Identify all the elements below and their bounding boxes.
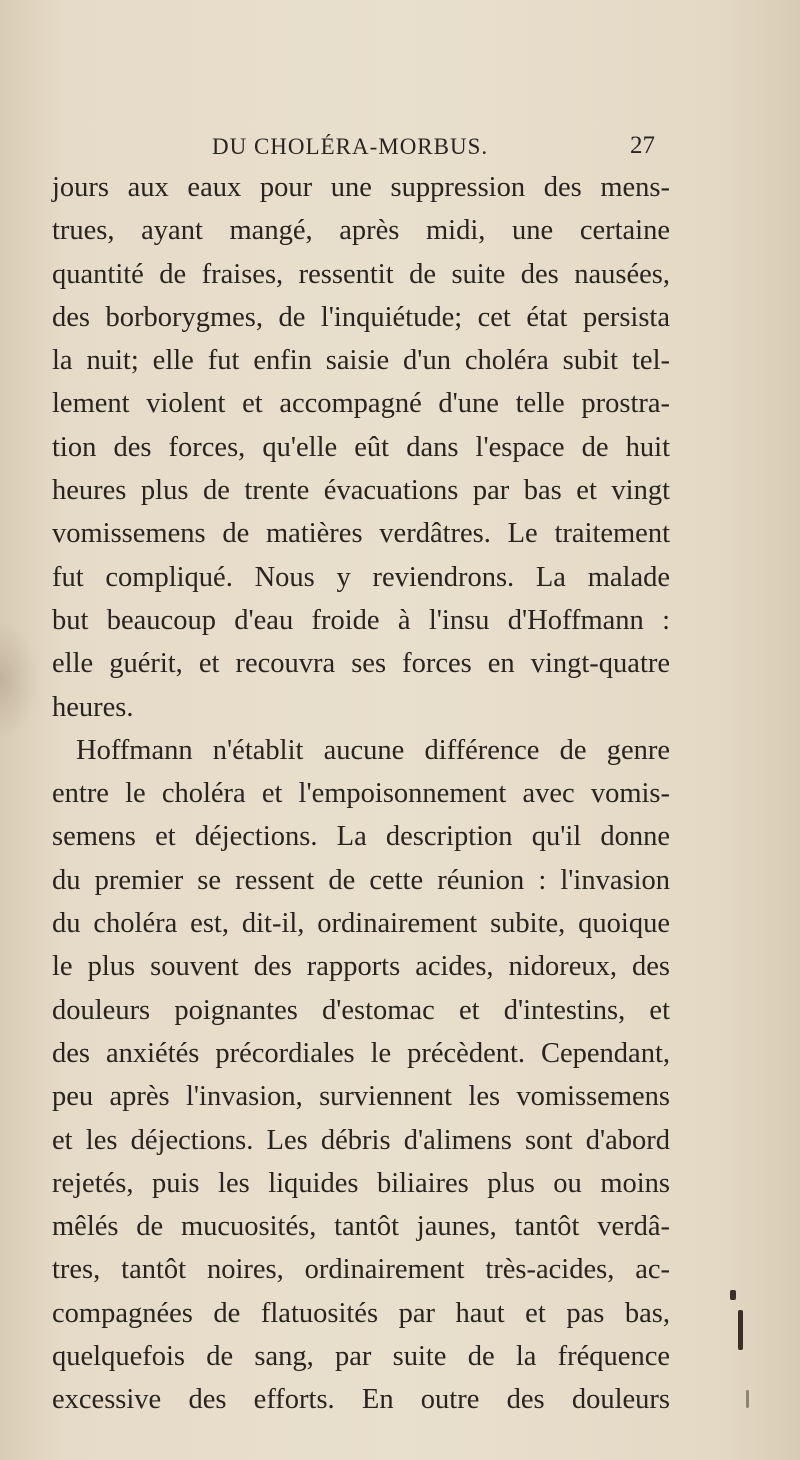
- page-header: [0, 132, 800, 168]
- text-line: heures plus de trente évacuations par bas et vingt: [52, 475, 670, 507]
- text-line: le plus souvent des rapports acides, nidoreux, des: [52, 951, 670, 983]
- text-line: la nuit; elle fut enfin saisie d'un choléra subit tel-: [52, 345, 670, 377]
- body-text: [52, 166, 670, 1422]
- text-line: heures.: [52, 691, 134, 723]
- paper-stain: [0, 620, 40, 740]
- text-line: des borborygmes, de l'inquiétude; cet état persista: [52, 301, 670, 333]
- text-line: but beaucoup d'eau froide à l'insu d'Hoffmann :: [52, 604, 670, 636]
- text-line: peu après l'invasion, surviennent les vomissemens: [52, 1081, 670, 1113]
- text-line: et les déjections. Les débris d'alimens sont d'abord: [52, 1124, 670, 1156]
- running-head: DU CHOLÉRA-MORBUS.: [212, 134, 489, 159]
- text-line: tion des forces, qu'elle eût dans l'espace de huit: [52, 431, 670, 463]
- margin-ink-marks: [720, 1290, 760, 1430]
- text-line: mêlés de mucuosités, tantôt jaunes, tantôt verdâ-: [52, 1211, 670, 1243]
- paragraph-start: Hoffmann n'établit aucune différence de genre: [76, 734, 670, 766]
- text-line: des anxiétés précordiales le précèdent. Cependant,: [52, 1037, 670, 1069]
- text-line: elle guérit, et recouvra ses forces en vingt-quatre: [52, 648, 670, 680]
- page-number: 27: [630, 132, 655, 159]
- text-line: jours aux eaux pour une suppression des mens-: [52, 172, 670, 203]
- text-line: du premier se ressent de cette réunion : l'invasion: [52, 864, 670, 896]
- text-line: du choléra est, dit-il, ordinairement subite, quoique: [52, 908, 670, 940]
- text-line: compagnées de flatuosités par haut et pas bas,: [52, 1297, 670, 1329]
- text-line: semens et déjections. La description qu'il donne: [52, 821, 670, 853]
- text-line: douleurs poignantes d'estomac et d'intestins, et: [52, 994, 670, 1026]
- text-line: quantité de fraises, ressentit de suite des nausées,: [52, 258, 670, 290]
- text-line: vomissemens de matières verdâtres. Le traitement: [52, 518, 670, 550]
- text-line: lement violent et accompagné d'une telle prostra-: [52, 388, 670, 420]
- text-line: tres, tantôt noires, ordinairement très-acides, ac-: [52, 1254, 670, 1286]
- text-line: quelquefois de sang, par suite de la fréquence: [52, 1341, 670, 1373]
- text-line: trues, ayant mangé, après midi, une certaine: [52, 215, 670, 247]
- text-line: fut compliqué. Nous y reviendrons. La malade: [52, 561, 670, 593]
- text-line: entre le choléra et l'empoisonnement avec vomis-: [52, 778, 670, 810]
- text-line: excessive des efforts. En outre des douleurs: [52, 1384, 670, 1416]
- text-line: rejetés, puis les liquides biliaires plus ou moins: [52, 1167, 670, 1199]
